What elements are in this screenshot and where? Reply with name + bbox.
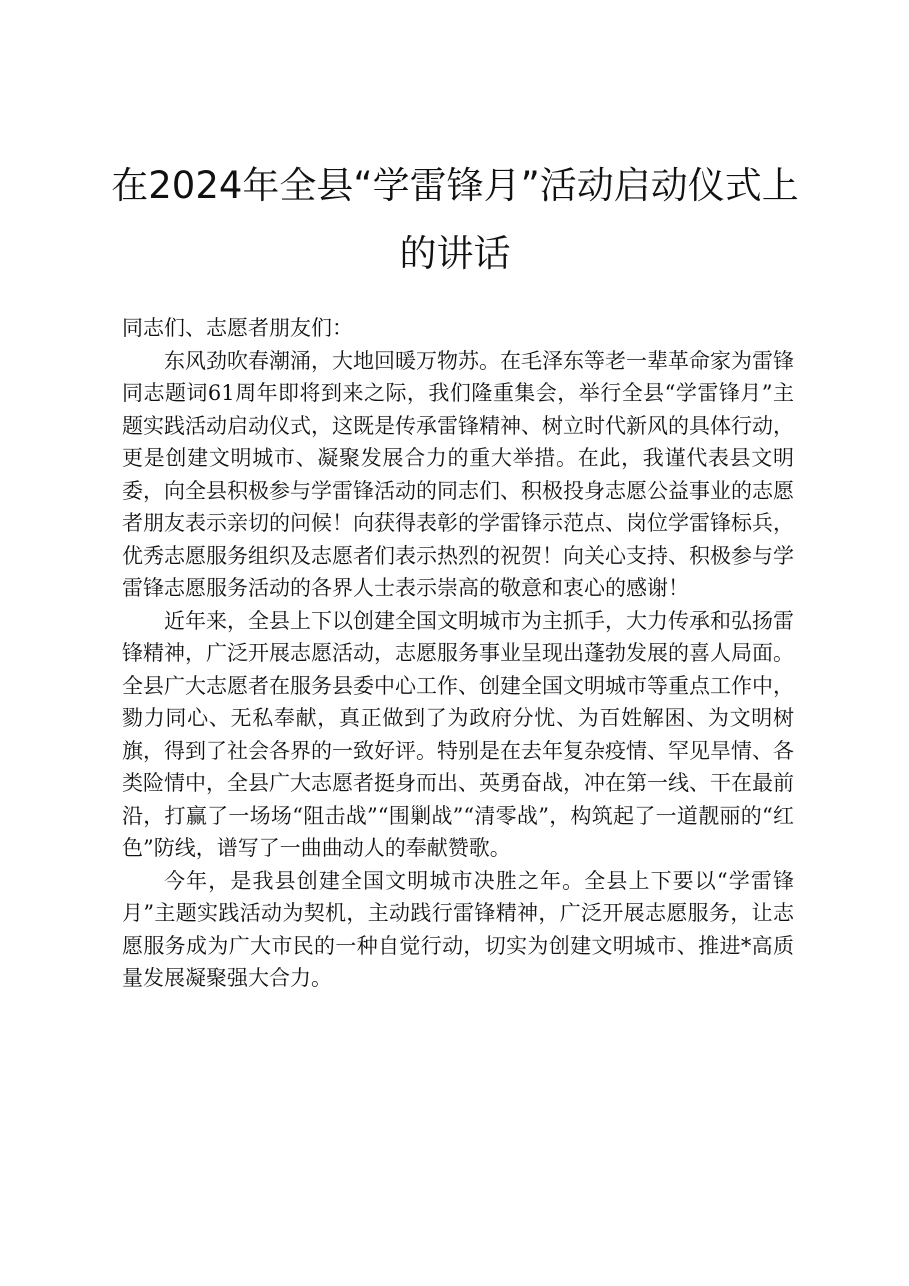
paragraph-this-year: 今年，是我县创建全国文明城市决胜之年。全县上下要以“学雷锋月”主题实践活动为契机，主动践行雷锋精神，广泛开展志愿服务，让志愿服务成为广大市民的一种自觉行动，切实为创建文明城市、推进*高质量发展凝聚强大合力。 — [122, 868, 794, 990]
salutation: 同志们、志愿者朋友们： — [122, 316, 353, 340]
paragraph-opening: 东风劲吹春潮涌，大地回暖万物苏。在毛泽东等老一辈革命家为雷锋同志题词61周年即将到来之际，我们隆重集会，举行全县“学雷锋月”主题实践活动启动仪式，这既是传承雷锋精神、树立时代新风的具体行动，更是创建文明城市、凝聚发展合力的重大举措。在此，我谨代表县文明委，向全县积极参与学雷锋活动的同志们、积极投身志愿公益事业的志愿者朋友表示亲切的问候！向获得表彰的学雷锋示范点、岗位学雷锋标兵，优秀志愿服务组织及志愿者们表示热烈的祝贺！向关心支持、积极参与学雷锋志愿服务活动的各界人士表示崇高的敬意和衷心的感谢！ — [122, 348, 794, 600]
document-title: 在2024年全县“学雷锋月”活动启动仪式上的讲话 — [111, 164, 799, 275]
paragraph-achievements: 近年来，全县上下以创建全国文明城市为主抓手，大力传承和弘扬雷锋精神，广泛开展志愿活动，志愿服务事业呈现出蓬勃发展的喜人局面。全县广大志愿者在服务县委中心工作、创建全国文明城市等重点工作中，勠力同心、无私奉献，真正做到了为政府分忧、为百姓解困、为文明树旗，得到了社会各界的一致好评。特别是在去年复杂疫情、罕见旱情、各类险情中，全县广大志愿者挺身而出、英勇奋战，冲在第一线、干在最前沿，打赢了一场场“阻击战”“围剿战”“清零战”，构筑起了一道靓丽的“红色”防线，谱写了一曲曲动人的奉献赞歌。 — [122, 608, 794, 860]
document-body — [122, 312, 794, 995]
